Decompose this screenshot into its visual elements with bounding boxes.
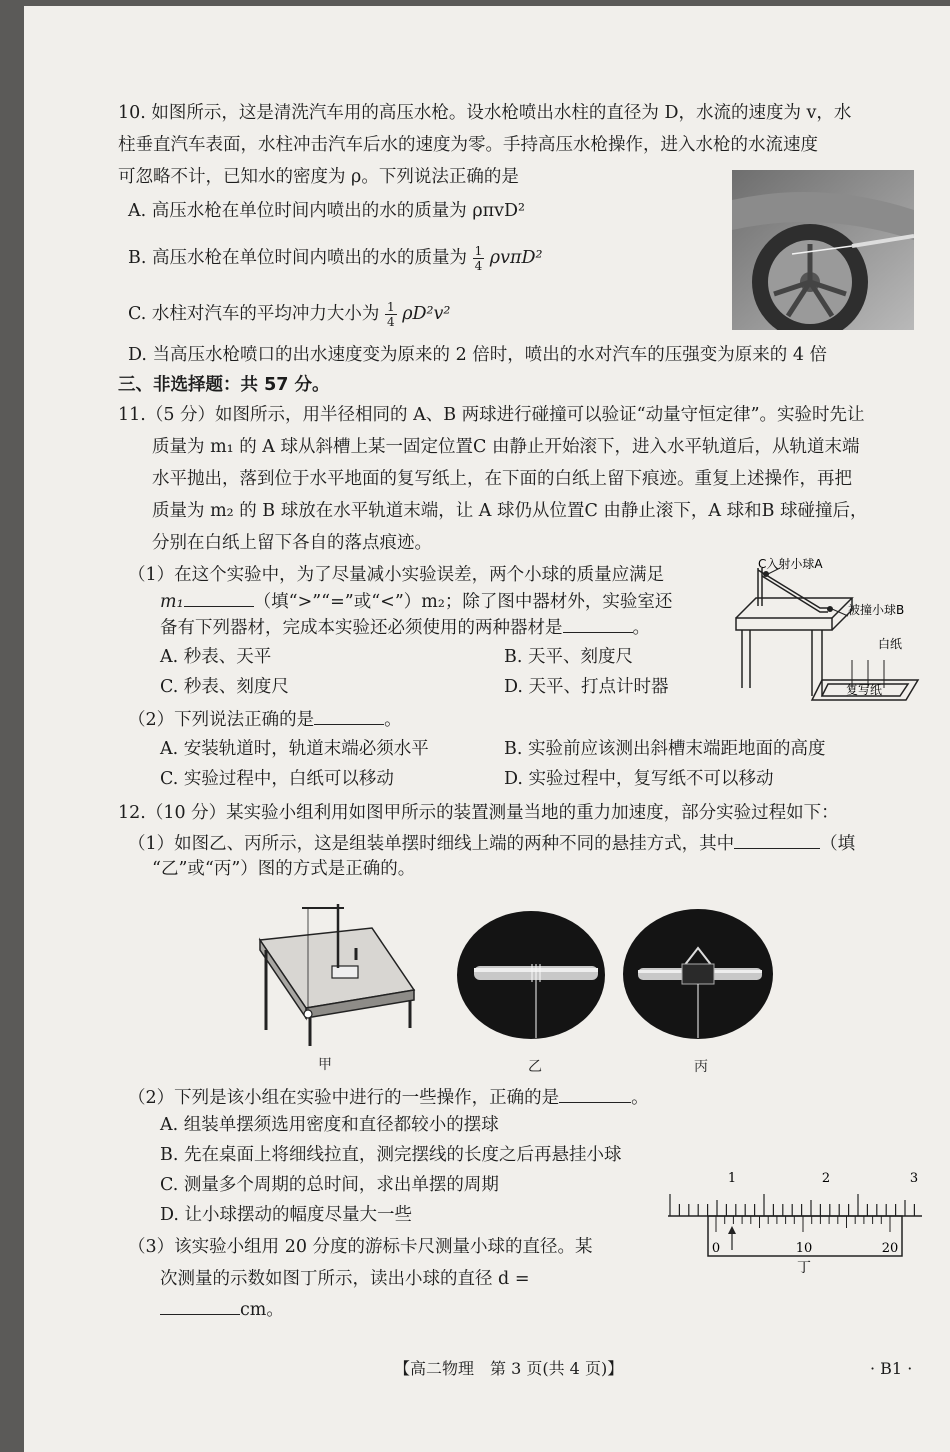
q11-part2-option-c: C. 实验过程中，白纸可以移动	[160, 769, 394, 789]
exam-page	[24, 6, 950, 1452]
q12-part2-line: （2）下列是该小组在实验中进行的一些操作，正确的是 。	[128, 1088, 649, 1108]
q11-part1-option-b: B. 天平、刻度尺	[504, 647, 633, 667]
q11-part1-line3: 备有下列器材，完成本实验还必须使用的两种器材是 。	[160, 618, 650, 638]
q11-part2-option-a: A. 安装轨道时，轨道末端必须水平	[160, 739, 429, 759]
q11-part1-line1: （1）在这个实验中，为了尽量减小实验误差，两个小球的质量应满足	[128, 565, 665, 585]
caption-ding: 丁	[797, 1260, 811, 1276]
answer-blank[interactable]	[563, 616, 633, 633]
section-3-title: 三、非选择题：共 57 分。	[118, 375, 330, 395]
q11-stem-line4: 质量为 m₂ 的 B 球放在水平轨道末端，让 A 球仍从位置C 由静止滚下，A 球和B 球碰撞后，	[152, 501, 868, 521]
q12-part2-option-b: B. 先在桌面上将细线拉直，测完摆线的长度之后再悬挂小球	[160, 1145, 622, 1165]
footer-page-info: 【高二物理 第 3 页(共 4 页)】	[394, 1359, 624, 1378]
q12-part3-line2: 次测量的示数如图丁所示，读出小球的直径 d =	[160, 1269, 530, 1289]
answer-blank[interactable]	[184, 590, 254, 607]
q11-part1-option-a: A. 秒表、天平	[160, 647, 272, 667]
q10-option-c: C. 水柱对汽车的平均冲力大小为 $\frac{1}{4}$ ρD²v²	[128, 300, 451, 329]
caption-yi: 乙	[528, 1059, 542, 1075]
figure-yi-thread-wrapped	[456, 910, 606, 1040]
q11-stem-line5: 分别在白纸上留下各自的落点痕迹。	[152, 533, 432, 553]
vernier-label-20: 20	[881, 1241, 899, 1256]
footer-code: · B1 ·	[870, 1359, 913, 1378]
q11-part1-line2: m₁ （填“>”“=”或“<”）m₂；除了图中器材外，实验室还	[160, 592, 673, 612]
label-carbon-paper: 复写纸	[846, 683, 883, 697]
answer-blank[interactable]	[314, 708, 384, 725]
q11-stem-line2: 质量为 m₁ 的 A 球从斜槽上某一固定位置C 由静止开始滚下，进入水平轨道后，从轨道末端	[152, 437, 860, 457]
q12-part2-option-d: D. 让小球摆动的幅度尽量大一些	[160, 1205, 413, 1225]
q10-stem-line3: 可忽略不计，已知水的密度为 ρ。下列说法正确的是	[118, 167, 519, 187]
q11-stem-line3: 水平抛出，落到位于水平地面的复写纸上，在下面的白纸上留下痕迹。重复上述操作，再把	[152, 469, 852, 489]
label-incident-ball: C入射小球A	[758, 557, 823, 571]
vernier-label-0: 0	[711, 1241, 721, 1256]
q10-stem-line1: 10. 如图所示，这是清洗汽车用的高压水枪。设水枪喷出水柱的直径为 D，水流的速度为 v，水	[118, 103, 852, 123]
answer-blank[interactable]	[734, 832, 820, 849]
q11-part1-option-d: D. 天平、打点计时器	[504, 677, 669, 697]
fraction: $\frac{1}{4}$	[386, 300, 395, 329]
figure-jia-pendulum-stand	[252, 900, 422, 1048]
q12-part3-line3: cm。	[160, 1298, 284, 1321]
q12-stem: 12.（10 分）某实验小组利用如图甲所示的装置测量当地的重力加速度，部分实验过程如下：	[118, 803, 839, 823]
q10-option-a: A. 高压水枪在单位时间内喷出的水的质量为 ρπvD²	[128, 201, 526, 221]
q12-part1-line2: “乙”或“丙”）图的方式是正确的。	[152, 859, 416, 879]
q10-option-b: B. 高压水枪在单位时间内喷出的水的质量为 $\frac{1}{4}$ ρvπD²	[128, 244, 543, 273]
q12-part1-line1: （1）如图乙、丙所示，这是组装单摆时细线上端的两种不同的悬挂方式，其中 （填	[128, 834, 856, 854]
q12-part2-option-a: A. 组装单摆须选用密度和直径都较小的摆球	[160, 1115, 499, 1135]
main-scale-label-1: 1	[727, 1171, 737, 1186]
vernier-label-10: 10	[795, 1241, 813, 1256]
label-white-paper: 白纸	[878, 637, 903, 651]
q11-part1-option-c: C. 秒表、刻度尺	[160, 677, 289, 697]
caption-jia: 甲	[318, 1057, 332, 1073]
q11-part2-option-b: B. 实验前应该测出斜槽末端距地面的高度	[504, 739, 826, 759]
answer-blank[interactable]	[160, 1298, 240, 1315]
q11-stem-line1: 11.（5 分）如图所示，用半径相同的 A、B 两球进行碰撞可以验证“动量守恒定律”。实验时先让	[118, 405, 865, 425]
q12-part2-option-c: C. 测量多个周期的总时间，求出单摆的周期	[160, 1175, 499, 1195]
car-wash-photo	[732, 170, 914, 330]
collision-apparatus-diagram	[728, 556, 928, 704]
label-target-ball: 被撞小球B	[848, 603, 905, 617]
q11-part2-line: （2）下列说法正确的是 。	[128, 710, 402, 730]
caption-bing: 丙	[694, 1059, 708, 1075]
figure-bing-clip-hanging	[622, 908, 774, 1040]
main-scale-label-3: 3	[909, 1171, 919, 1186]
fraction: $\frac{1}{4}$	[474, 244, 483, 273]
answer-blank[interactable]	[559, 1086, 631, 1103]
main-scale-label-2: 2	[821, 1171, 831, 1186]
q11-part2-option-d: D. 实验过程中，复写纸不可以移动	[504, 769, 774, 789]
q10-option-d: D. 当高压水枪喷口的出水速度变为原来的 2 倍时，喷出的水对汽车的压强变为原来的 4 倍	[128, 345, 828, 365]
vernier-caliper-diagram	[664, 1168, 926, 1278]
q12-part3-line1: （3）该实验小组用 20 分度的游标卡尺测量小球的直径。某	[128, 1237, 593, 1257]
q10-stem-line2: 柱垂直汽车表面，水柱冲击汽车后水的速度为零。手持高压水枪操作，进入水枪的水流速度	[118, 135, 818, 155]
